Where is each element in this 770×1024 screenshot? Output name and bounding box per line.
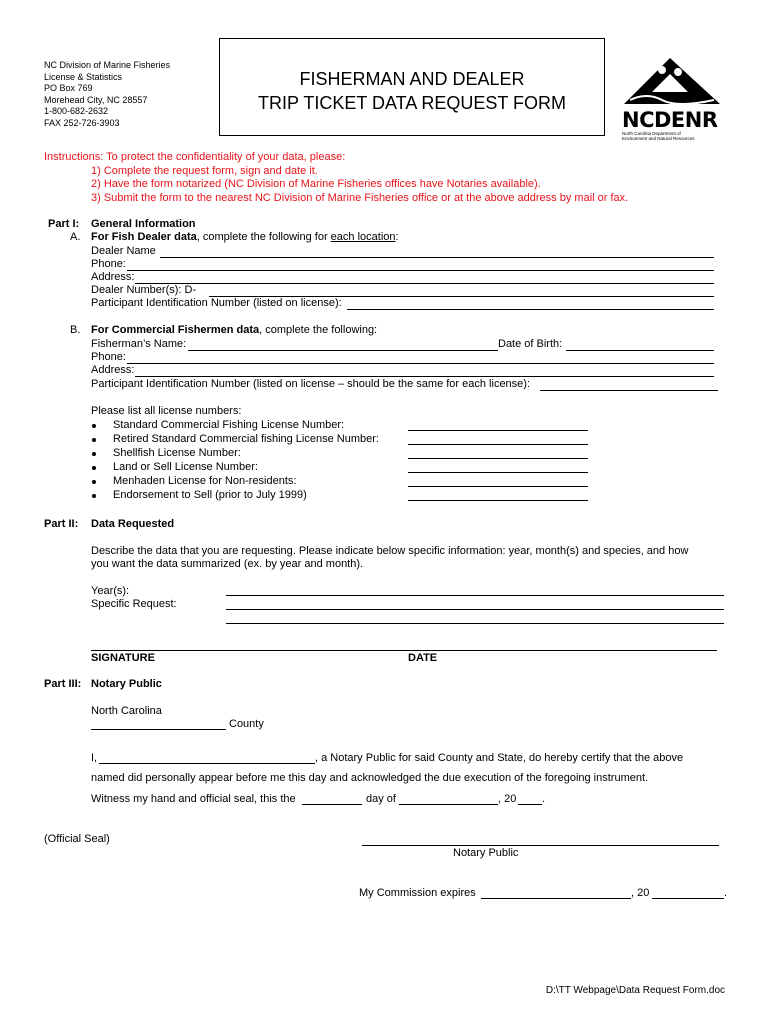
date-label: DATE xyxy=(408,652,438,664)
license-label: Standard Commercial Fishing License Number: xyxy=(113,419,345,431)
instruction-step: 3) Submit the form to the nearest NC Division of Marine Fisheries office or at the above address by mail or fax. xyxy=(91,192,629,204)
instruction-step: 2) Have the form notarized (NC Division of Marine Fisheries offices have Notaries available). xyxy=(91,178,541,190)
signature-label: SIGNATURE xyxy=(91,652,155,664)
dealer-name-label: Dealer Name xyxy=(91,245,156,257)
dealer-phone-label: Phone: xyxy=(91,258,126,270)
part2-label: Part II: xyxy=(44,518,79,530)
commission-label: My Commission expires xyxy=(359,887,476,899)
ncdenr-logo-text: NCDENR xyxy=(622,108,718,132)
section-b-text: , complete the following: xyxy=(259,324,378,336)
bullet-icon xyxy=(92,480,96,484)
part3-label: Part III: xyxy=(44,678,82,690)
commission-date-field[interactable] xyxy=(481,898,631,899)
section-a-heading xyxy=(91,231,399,243)
part2-title: Data Requested xyxy=(91,518,175,530)
section-b-bold: For Commercial Fishermen data xyxy=(91,324,260,336)
instruction-step: 1) Complete the request form, sign and date it. xyxy=(91,165,318,177)
years-label: Year(s): xyxy=(91,585,130,597)
section-a-bold: For Fish Dealer data xyxy=(91,231,197,243)
bullet-icon xyxy=(92,424,96,428)
license-field[interactable] xyxy=(408,500,588,501)
commission-year-field[interactable] xyxy=(652,898,724,899)
ncdenr-logo xyxy=(622,56,722,141)
signature-line[interactable] xyxy=(91,650,717,651)
notary-name-field[interactable] xyxy=(99,763,315,764)
notary-i-label: I, xyxy=(91,752,98,764)
license-field[interactable] xyxy=(408,472,588,473)
license-label: Endorsement to Sell (prior to July 1999) xyxy=(113,489,307,501)
form-title-line1: FISHERMAN AND DEALER xyxy=(299,69,525,89)
license-field[interactable] xyxy=(408,444,588,445)
county-field[interactable] xyxy=(91,729,226,730)
dealer-pin-label: Participant Identification Number (listed on license): xyxy=(91,297,342,309)
notary-named-text: named did personally appear before me this day and acknowledged the due execution of the foregoing instrument. xyxy=(91,772,649,784)
agency-line: License & Statistics xyxy=(44,71,123,82)
specific-request-field[interactable] xyxy=(226,609,724,610)
license-label: Shellfish License Number: xyxy=(113,447,241,459)
section-a-text: , complete the following for xyxy=(196,231,331,243)
fisherman-pin-field[interactable] xyxy=(540,390,718,391)
county-label: County xyxy=(229,718,264,730)
ncdenr-logo-sub2: Environment and Natural Resources xyxy=(622,136,695,141)
form-title-box xyxy=(219,38,605,136)
bullet-icon xyxy=(92,494,96,498)
license-field[interactable] xyxy=(408,486,588,487)
witness-year-prefix: , 20 xyxy=(498,793,517,805)
years-field[interactable] xyxy=(226,595,724,596)
section-b-heading xyxy=(91,324,377,336)
license-field[interactable] xyxy=(408,430,588,431)
notary-signature-line[interactable] xyxy=(362,845,719,846)
license-label: Menhaden License for Non-residents: xyxy=(113,475,297,487)
dealer-pin-field[interactable] xyxy=(347,309,714,310)
section-b-label: B. xyxy=(70,324,81,336)
fisherman-address-field[interactable] xyxy=(135,376,714,377)
date-of-birth-field[interactable] xyxy=(566,350,714,351)
agency-line: NC Division of Marine Fisheries xyxy=(44,60,171,70)
section-a-colon: : xyxy=(395,231,399,243)
fisherman-address-label: Address: xyxy=(91,364,135,376)
agency-line: 1-800-682-2632 xyxy=(44,106,109,116)
fisherman-pin-label: Participant Identification Number (listed on license – should be the same for each license): xyxy=(91,378,531,390)
commission-end: . xyxy=(724,887,728,899)
witness-text: Witness my hand and official seal, this the xyxy=(91,793,296,805)
date-of-birth-label: Date of Birth: xyxy=(498,338,563,350)
license-field[interactable] xyxy=(408,458,588,459)
agency-address xyxy=(44,60,194,129)
specific-request-field[interactable] xyxy=(226,623,724,624)
part2-description: Describe the data that you are requesting. Please indicate below specific information: year, month(s) and species, and how xyxy=(91,545,689,557)
form-title-line2: TRIP TICKET DATA REQUEST FORM xyxy=(257,93,567,113)
fisherman-phone-field[interactable] xyxy=(127,363,714,364)
fisherman-phone-label: Phone: xyxy=(91,351,126,363)
ncdenr-logo-sub1: North Carolina Department of xyxy=(622,131,681,136)
notary-certify-text: , a Notary Public for said County and State, do hereby certify that the above xyxy=(315,752,684,764)
fisherman-name-field[interactable] xyxy=(188,350,498,351)
day-of-label: day of xyxy=(366,793,396,805)
bullet-icon xyxy=(92,466,96,470)
dealer-name-field[interactable] xyxy=(160,257,714,258)
part1-label: Part I: xyxy=(48,218,80,230)
ncdenr-emblem-icon xyxy=(622,56,722,106)
witness-day-field[interactable] xyxy=(302,804,362,805)
part1-title: General Information xyxy=(91,218,196,230)
fisherman-name-label: Fisherman’s Name: xyxy=(91,338,187,350)
witness-month-field[interactable] xyxy=(399,804,498,805)
official-seal-label: (Official Seal) xyxy=(44,833,110,845)
specific-request-label: Specific Request: xyxy=(91,598,177,610)
commission-year-prefix: , 20 xyxy=(631,887,650,899)
witness-year-field[interactable] xyxy=(518,804,542,805)
dealer-number-label: Dealer Number(s): D- xyxy=(91,284,197,296)
part2-description: you want the data summarized (ex. by year and month). xyxy=(91,558,364,570)
license-intro: Please list all license numbers: xyxy=(91,405,242,417)
instructions-heading: Instructions: To protect the confidentiality of your data, please: xyxy=(44,151,346,163)
notary-public-label: Notary Public xyxy=(453,847,519,859)
bullet-icon xyxy=(92,438,96,442)
notary-state: North Carolina xyxy=(91,705,162,717)
witness-year-suffix: . xyxy=(542,793,546,805)
section-a-label: A. xyxy=(70,231,81,243)
dealer-phone-field[interactable] xyxy=(127,270,714,271)
part3-title: Notary Public xyxy=(91,678,162,690)
section-a-underlined: each location xyxy=(330,231,396,243)
agency-line: Morehead City, NC 28557 xyxy=(44,94,148,105)
bullet-icon xyxy=(92,452,96,456)
license-label: Land or Sell License Number: xyxy=(113,461,258,473)
license-label: Retired Standard Commercial fishing License Number: xyxy=(113,433,379,445)
agency-line: FAX 252-726-3903 xyxy=(44,117,120,128)
dealer-address-field[interactable] xyxy=(135,283,714,284)
dealer-address-label: Address: xyxy=(91,271,135,283)
footer-file-path: D:\TT Webpage\Data Request Form.doc xyxy=(545,985,725,996)
agency-line: PO Box 769 xyxy=(44,83,93,93)
